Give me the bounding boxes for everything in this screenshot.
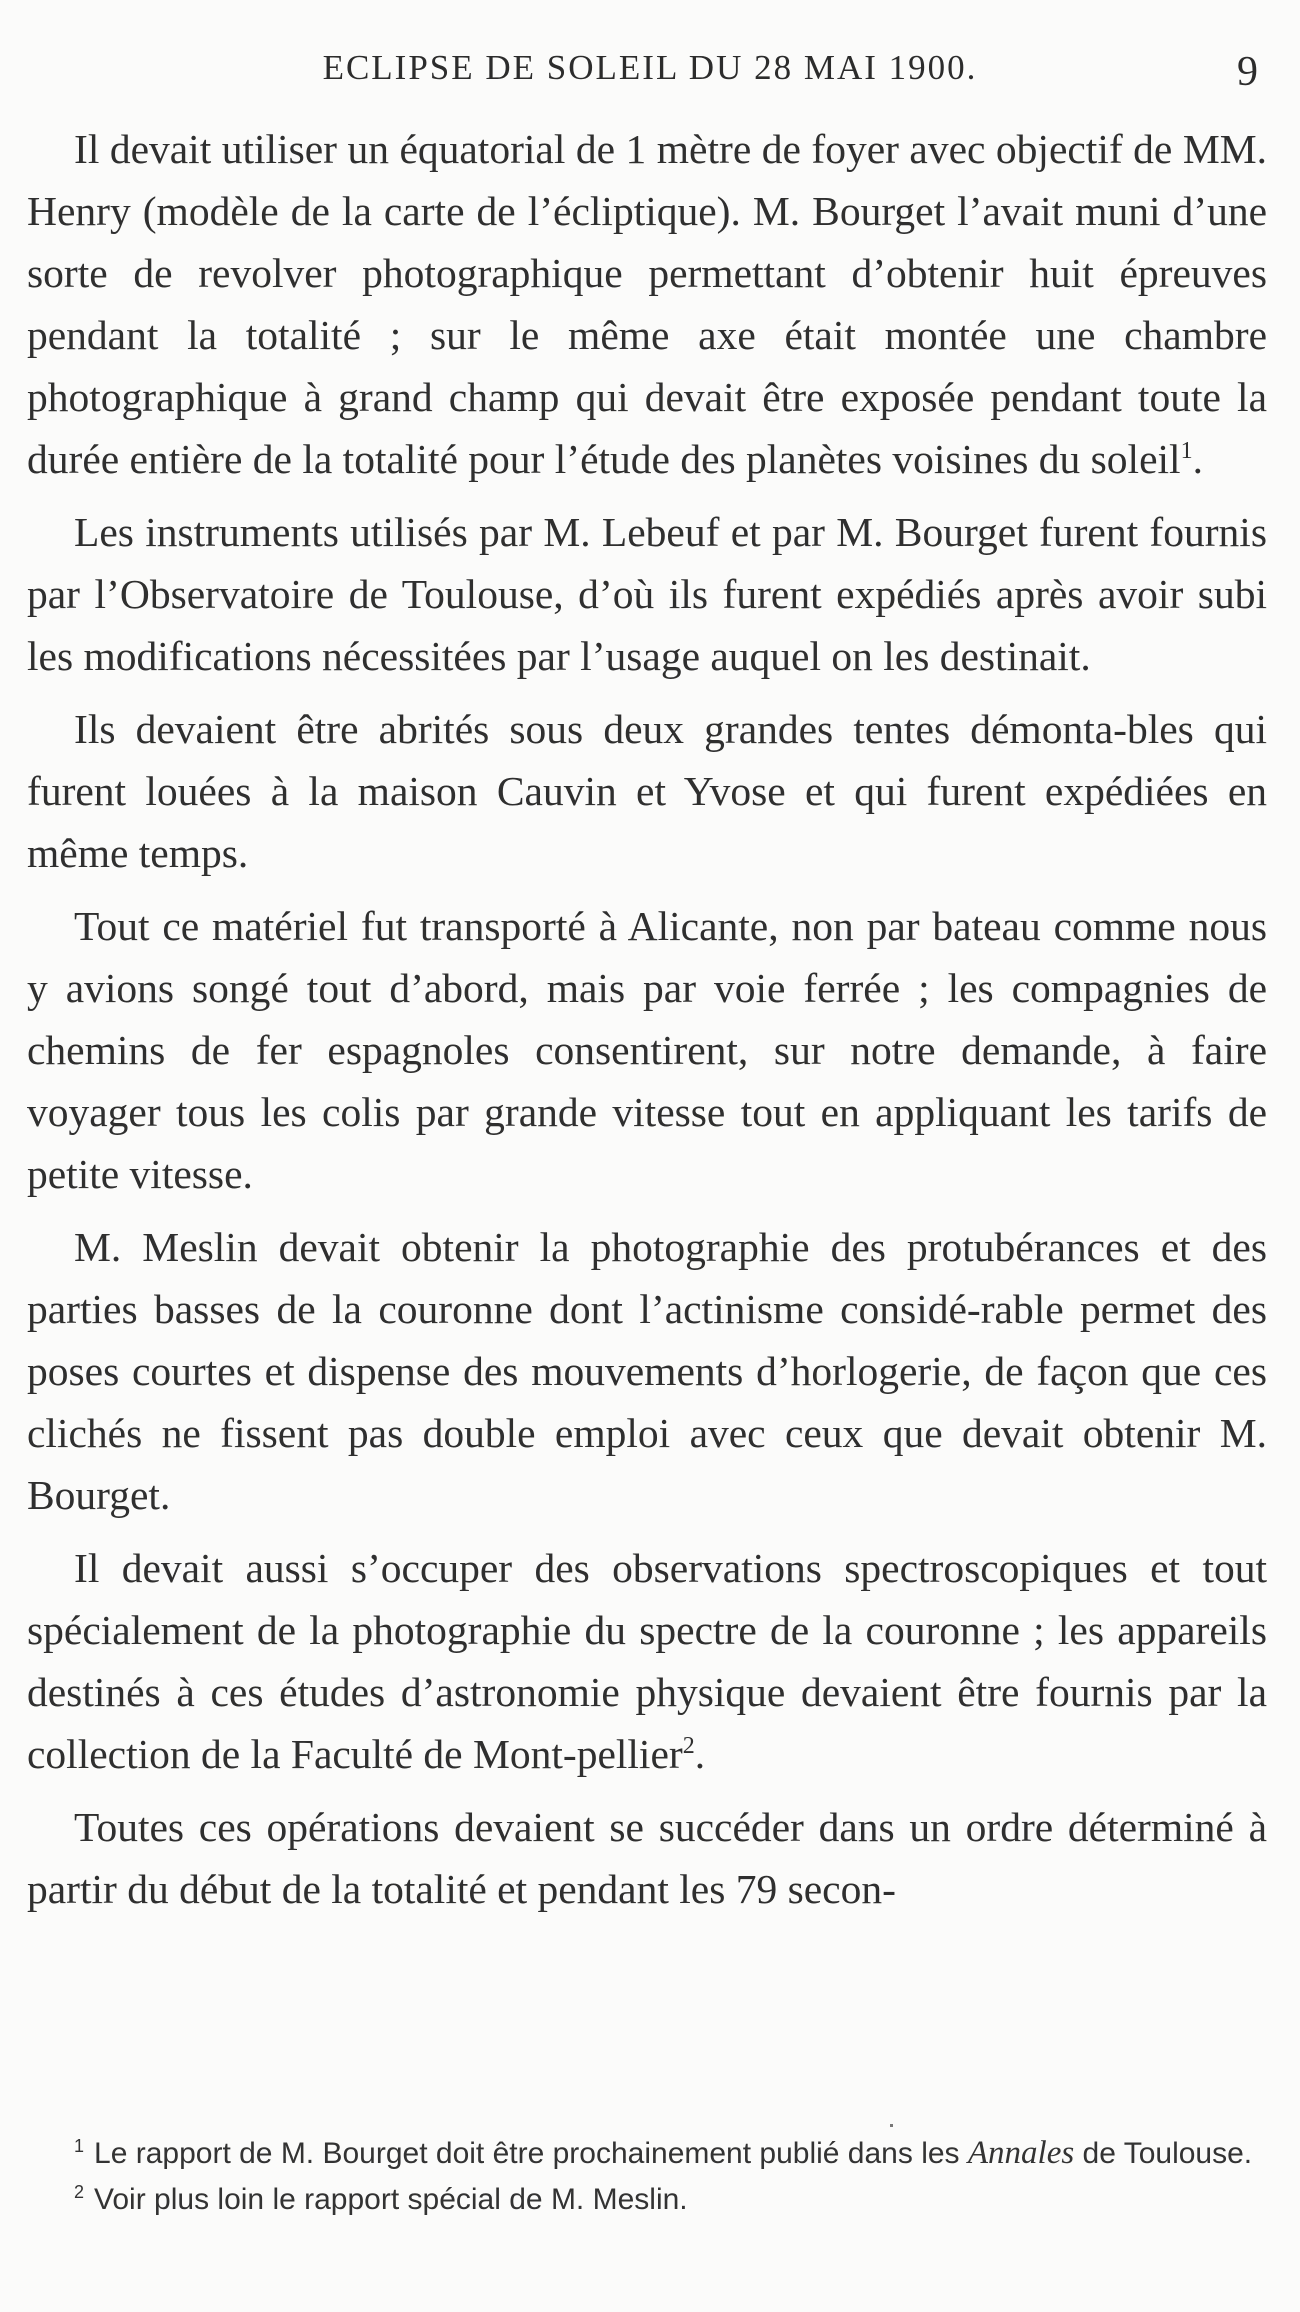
- page-number: 9: [1237, 49, 1258, 95]
- paragraph-text: M. Meslin devait obtenir la photographie des protubérances et des parties basses de la couronne dont l’actinisme considé-rable permet des poses courtes et dispense des mouvements d’horlogerie, de façon que ces clichés ne fissent pas double emploi avec ceux que devait obtenir M. Bourget.: [27, 1224, 1267, 1518]
- running-header: [0, 48, 1300, 108]
- paragraph-text: Tout ce matériel fut transporté à Alicante, non par bateau comme nous y avions songé tout d’abord, mais par voie ferrée ; les compagnies de chemins de fer espagnoles consentirent, sur notre demande, à faire voyager tous les colis par grande vitesse tout en appliquant les tarifs de petite vitesse.: [27, 903, 1267, 1197]
- paragraph-text: Toutes ces opérations devaient se succéder dans un ordre déterminé à partir du début de la totalité et pendant les 79 secon-: [27, 1804, 1267, 1912]
- paragraph-text: Il devait utiliser un équatorial de 1 mètre de foyer avec objectif de MM. Henry (modèle de la carte de l’écliptique). M. Bourget l’avait muni d’une sorte de revolver photographique permettant d’obtenir huit épreuves pendant la totalité ; sur le même axe était montée une chambre photographique à grand champ qui devait être exposée pendant toute la durée entière de la totalité pour l’étude des planètes voisines du soleil: [27, 126, 1267, 482]
- footnote: [27, 2130, 1267, 2177]
- footnote-marker: 1: [74, 2136, 85, 2156]
- paragraph: [27, 1216, 1267, 1526]
- paragraph: [27, 1537, 1267, 1785]
- footnote-italic-text: Annales: [967, 2135, 1075, 2171]
- footnote-marker: 2: [74, 2182, 85, 2202]
- paragraph-text: Il devait aussi s’occuper des observations spectroscopiques et tout spécialement de la photographie du spectre de la couronne ; les appareils destinés à ces études d’astronomie physique devaient être fournis par la collection de la Faculté de Mont-pellier: [27, 1545, 1267, 1777]
- paragraph-text: Ils devaient être abrités sous deux grandes tentes démonta-bles qui furent louées à la maison Cauvin et Yvose et qui furent expédiées en même temps.: [27, 706, 1267, 876]
- paragraph: [27, 698, 1267, 884]
- footnote-text: Voir plus loin le rapport spécial de M. Meslin.: [94, 2183, 688, 2216]
- footnote-text: de Toulouse.: [1074, 2137, 1253, 2170]
- paragraph-text: Les instruments utilisés par M. Lebeuf et par M. Bourget furent fournis par l’Observatoire de Toulouse, d’où ils furent expédiés après avoir subi les modifications nécessitées par l’usage auquel on les destinait.: [27, 509, 1267, 679]
- footnote-separator-mark: [890, 2124, 893, 2127]
- paragraph: [27, 118, 1267, 490]
- paragraph: [27, 895, 1267, 1205]
- footnote-reference: 1: [1180, 438, 1193, 465]
- paragraph-end-punctuation: .: [694, 1731, 706, 1777]
- footnotes: [27, 2130, 1267, 2223]
- paragraph: [27, 501, 1267, 687]
- running-title: ECLIPSE DE SOLEIL DU 28 MAI 1900.: [322, 48, 978, 87]
- footnote-reference: 2: [682, 1733, 695, 1760]
- footnote-text: Le rapport de M. Bourget doit être prochainement publié dans les: [94, 2137, 968, 2170]
- footnote: [27, 2177, 1267, 2223]
- paragraph: [27, 1796, 1267, 1920]
- paragraph-end-punctuation: .: [1192, 436, 1203, 482]
- body-text: [27, 118, 1267, 1931]
